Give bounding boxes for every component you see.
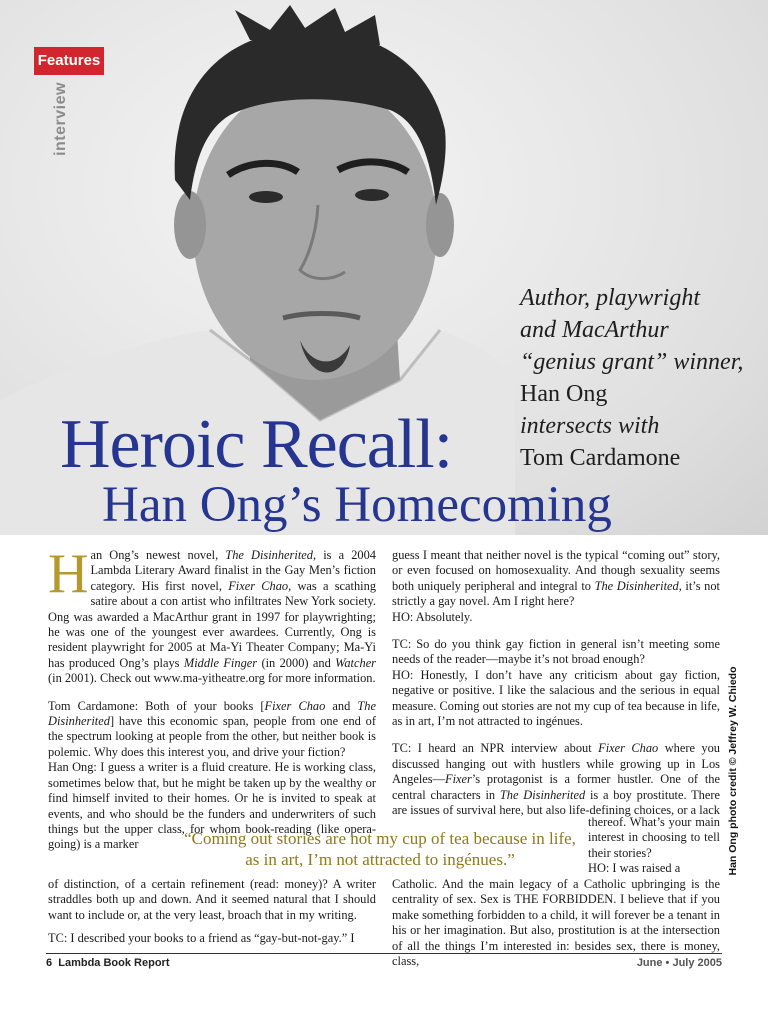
answer-2: HO: Absolutely. <box>392 609 473 624</box>
photo-credit: Han Ong photo credit © Jeffrey W. Chiedo <box>727 666 739 876</box>
deck-line-4: Han Ong <box>520 381 608 407</box>
vertical-section-label <box>44 80 84 160</box>
answer-1-continued: of distinction, of a certain refinement (read: money)? A writer straddles both up and down. And it seemed natural that I should want to include or, at the very least, broach that in my writing. <box>48 877 376 922</box>
footer-left <box>46 957 169 969</box>
deck <box>520 282 760 474</box>
question-4-continued: thereof. What’s your main interest in choosing to tell their stories? <box>588 815 720 860</box>
question-3: TC: So do you think gay fiction in general isn’t meeting some needs of the reader—maybe it’s not broad enough? <box>392 637 720 667</box>
question-2-continued: guess I meant that neither novel is the typical “coming out” story, or even focused on homosexuality. And though sexuality seems both uniquely peripheral and integral to The Disinherited, it’s not strictly a gay novel. Am I right here? <box>392 548 720 609</box>
photo-credit-container <box>718 655 748 895</box>
right-column-narrow <box>588 815 720 877</box>
answer-1: Han Ong: I guess a writer is a fluid creature. He is working class, sometimes below that, but he might be taken up by the wealthy or find himself invited to their homes. Or he is invited to speak at events, and who should be the funders and underwriters of such things but the upper class, for whom book-reading (like opera-going) is a marker <box>48 760 377 852</box>
deck-line-5: intersects with <box>520 413 660 439</box>
left-column <box>48 543 377 853</box>
page-number: 6 <box>46 957 53 969</box>
deck-line-2: and MacArthur <box>520 317 669 343</box>
deck-line-3: “genius grant” winner, <box>520 349 744 375</box>
drop-cap: H <box>48 543 89 605</box>
pull-quote: “Coming out stories are not my cup of tea because in life, as in art, I’m not attracted to ingénues.” <box>184 829 576 869</box>
question-4: TC: I heard an NPR interview about Fixer Chao where you discussed hanging out with hustlers while growing up in Los Angeles—Fixer’s protagonist is a former hustler. One of the central characters in The Disinherited is a boy prostitute. There are issues of survival here, but also life-defining choices, or a lack <box>392 741 720 818</box>
right-column-bottom <box>392 877 720 969</box>
answer-4-start: HO: I was raised a <box>588 861 681 876</box>
left-column-bottom <box>48 877 376 947</box>
issue-date: June • July 2005 <box>636 957 722 969</box>
deck-line-1: Author, playwright <box>520 285 701 311</box>
subheadline: Han Ong’s Homecoming <box>102 477 612 533</box>
question-1: Tom Cardamone: Both of your books [Fixer Chao and The Disinherited] have this economic span, people from one end of the spectrum looking at people from the other, but neither book is polemic. Why does this interest you, and drive your fiction? <box>48 698 376 759</box>
headline: Heroic Recall: <box>60 406 453 483</box>
deck-line-6: Tom Cardamone <box>520 445 681 471</box>
intro-paragraph: Han Ong’s newest novel, The Disinherited, is a 2004 Lambda Literary Award finalist in the Gay Men’s fiction category. His first novel, Fixer Chao, was a scathing satire about a con artist who infiltrates New York society. Ong was awarded a MacArthur grant in 1997 for playwrighting; he was one of the youngest ever awardees. Currently, Ong is resident playwright for 2005 at Ma-Yi Theater Company; Ma-Yi has produced Ong’s plays Middle Finger (in 2000) and Watcher (in 2001). Check out www.ma-yitheatre.org for more information. <box>48 543 377 686</box>
section-label: Features <box>34 47 104 75</box>
footer-rule <box>46 953 722 954</box>
interview-label: interview <box>51 82 69 156</box>
publication-name: Lambda Book Report <box>58 957 170 969</box>
question-2-start: TC: I described your books to a friend as “gay-but-not-gay.” I <box>48 931 355 946</box>
answer-4-continued: Catholic. And the main legacy of a Catholic upbringing is the centrality of sex. Sex is THE FORBIDDEN. I believe that if you make something forbidden to a child, it will forever be a tenant in his or her imagination. But also, prostitution is at the intersection of all the things I’m interested in: besides sex, there is money, class, <box>392 877 720 969</box>
answer-3: HO: Honestly, I don’t have any criticism about gay fiction, negative or positive. I like the salacious and the serious in equal measure. Coming out stories are not my cup of tea because in life, as in art, I’m not attracted to ingénues. <box>392 667 720 729</box>
right-column <box>392 548 720 819</box>
